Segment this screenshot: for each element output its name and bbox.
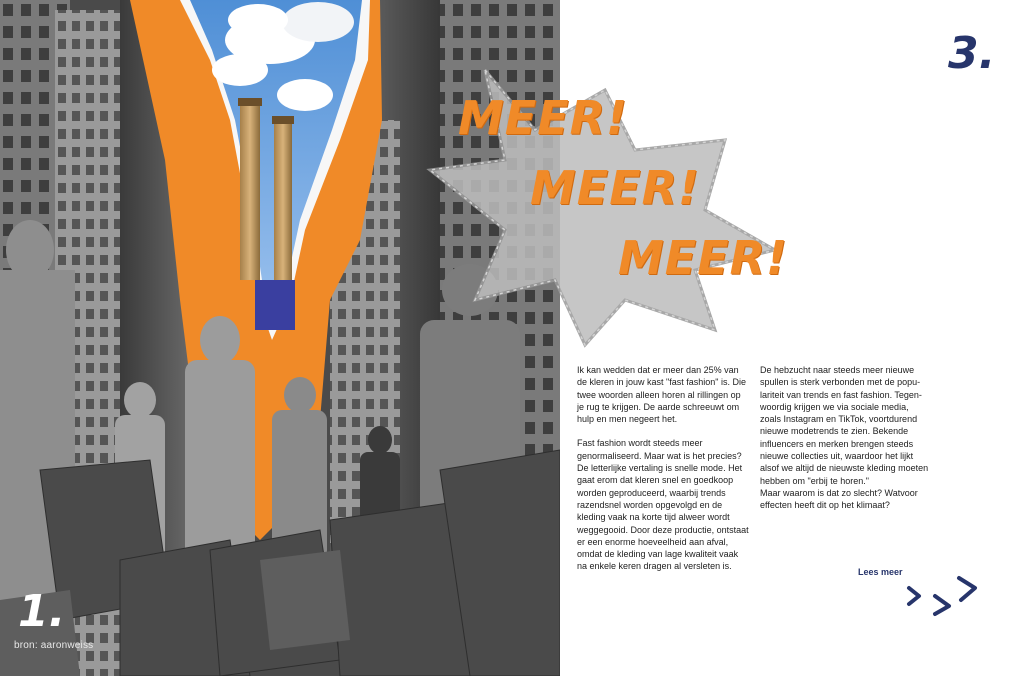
chevron-arrows-icon[interactable] <box>905 574 985 618</box>
headline-line-3: MEER! <box>618 231 789 285</box>
read-more-link[interactable]: Lees meer <box>858 567 903 577</box>
photo-credit: bron: aaronweiss <box>14 640 94 651</box>
page-number-right <box>944 22 1014 82</box>
headline-line-2: MEER! <box>530 161 701 215</box>
page-number-left: 1. <box>18 586 66 637</box>
body-column-2 <box>760 364 932 524</box>
headline-line-1: MEER! <box>458 91 629 145</box>
paragraph: Fast fashion wordt steeds meer genormaliseerd. Maar wat is het precies? De letterlijke vertaling is snelle mode. Het gaat erom dat kleren snel en goedkoop worden geproduceerd, waarbij trends razendsnel worden opgevolgd en de kleding vaak na korte tijd alweer wordt weggegooid. Door deze productie, ontstaat er een enorme hoeveelheid aan afval, omdat de kleding van lage kwaliteit vaak na enkele keren dragen al versleten is. <box>577 438 749 572</box>
paragraph: De hebzucht naar steeds meer nieuwe spullen is sterk verbonden met de popu- lariteit van trends en fast fashion. Tegen- woordig krijgen we via sociale media, zoals Instagram en TikTok, voortdurend nieuwe modetrends te zien. Bekende influencers en merken brengen steeds nieuwe collecties uit, waardoor het lijkt alsof we altijd de nieuwste kleding moeten hebben om "erbij te horen." <box>760 365 929 486</box>
paragraph: Maar waarom is dat zo slecht? Watvoor effecten heeft dit op het klimaat? <box>760 487 918 511</box>
body-column-1 <box>577 364 749 585</box>
page-number-right-text: 3. <box>948 28 996 79</box>
paragraph: Ik kan wedden dat er meer dan 25% van de kleren in jouw kast "fast fashion" is. Die twee woorden alleen horen al rillingen op je rug te krijgen. De aarde schreeuwt om hulp en men negeert het. <box>577 365 746 425</box>
